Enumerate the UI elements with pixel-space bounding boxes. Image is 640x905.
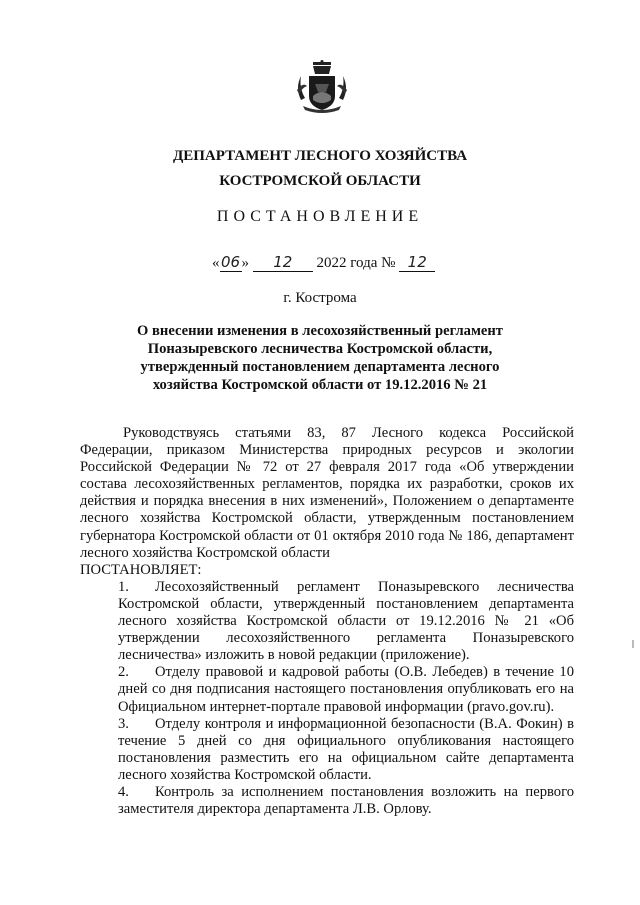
document-title: О внесении изменения в лесохозяйственный регламент Поназыревского лесничества Костромской области, утвержденный постановлением департамента лесного хозяйства Костромской области от 19.12.2016 № 21 [137,323,503,393]
scan-edge-mark [632,640,634,648]
document-body [80,425,574,818]
decree-word: ПОСТАНОВЛЯЕТ: [80,561,202,578]
document-type-heading: ПОСТАНОВЛЕНИЕ [216,208,424,225]
item-1-text: Лесохозяйственный регламент Поназыревского лесничества Костромской области, утвержденный постановлением департамента лесного хозяйства Костромской области от 19.12.2016 № 21 «Об утверждении лесохозяйственного регламента Поназыревского лесничества» изложить в новой редакции (приложение). [118,578,574,664]
year-and-number-label: 2022 года № [316,255,396,271]
handwritten-document-number: 12 [399,253,435,272]
handwritten-day: 06 [220,253,241,271]
item-3 [80,716,574,784]
item-3-number: 3. [118,715,129,732]
city-line: г. Кострома [283,290,357,306]
coat-of-arms-emblem [293,60,351,114]
date-number-line [212,253,452,272]
department-name-line1: ДЕПАРТАМЕНТ ЛЕСНОГО ХОЗЯЙСТВА [172,148,468,164]
handwritten-month: 12 [253,253,313,272]
preamble-paragraph: Руководствуясь статьями 83, 87 Лесного кодекса Российской Федерации, приказом Министерства природных ресурсов и экологии Российской Федерации № 72 от 27 февраля 2017 года «Об утверждении состава лесохозяйственных регламентов, порядка их разработки, сроков их действия и порядка внесения в них изменений», Положением о департаменте лесного хозяйства Костромской области, утвержденным постановлением губернатора Костромской области от 01 октября 2010 года № 186, департамент лесного хозяйства Костромской области [80,425,574,561]
open-quote: « [212,255,220,271]
item-4-number: 4. [118,783,129,800]
department-name-line2: КОСТРОМСКОЙ ОБЛАСТИ [219,173,421,189]
item-4-text: Контроль за исполнением постановления возложить на первого заместителя директора департамента Л.В. Орлову. [118,783,574,818]
item-2-text: Отделу правовой и кадровой работы (О.В. Лебедев) в течение 10 дней со дня подписания настоящего постановления опубликовать его на Официальном интернет-портале правовой информации (pravo.gov.ru). [118,664,574,715]
item-1 [80,579,574,664]
item-2 [80,664,574,715]
close-quote: » [241,255,249,271]
item-2-number: 2. [118,664,129,681]
item-1-number: 1. [118,578,129,595]
item-4 [80,784,574,818]
item-3-text: Отделу контроля и информационной безопасности (В.А. Фокин) в течение 5 дней со дня официального опубликования настоящего постановления разместить его на официальном сайте департамента лесного хозяйства Костромской области. [118,715,574,783]
